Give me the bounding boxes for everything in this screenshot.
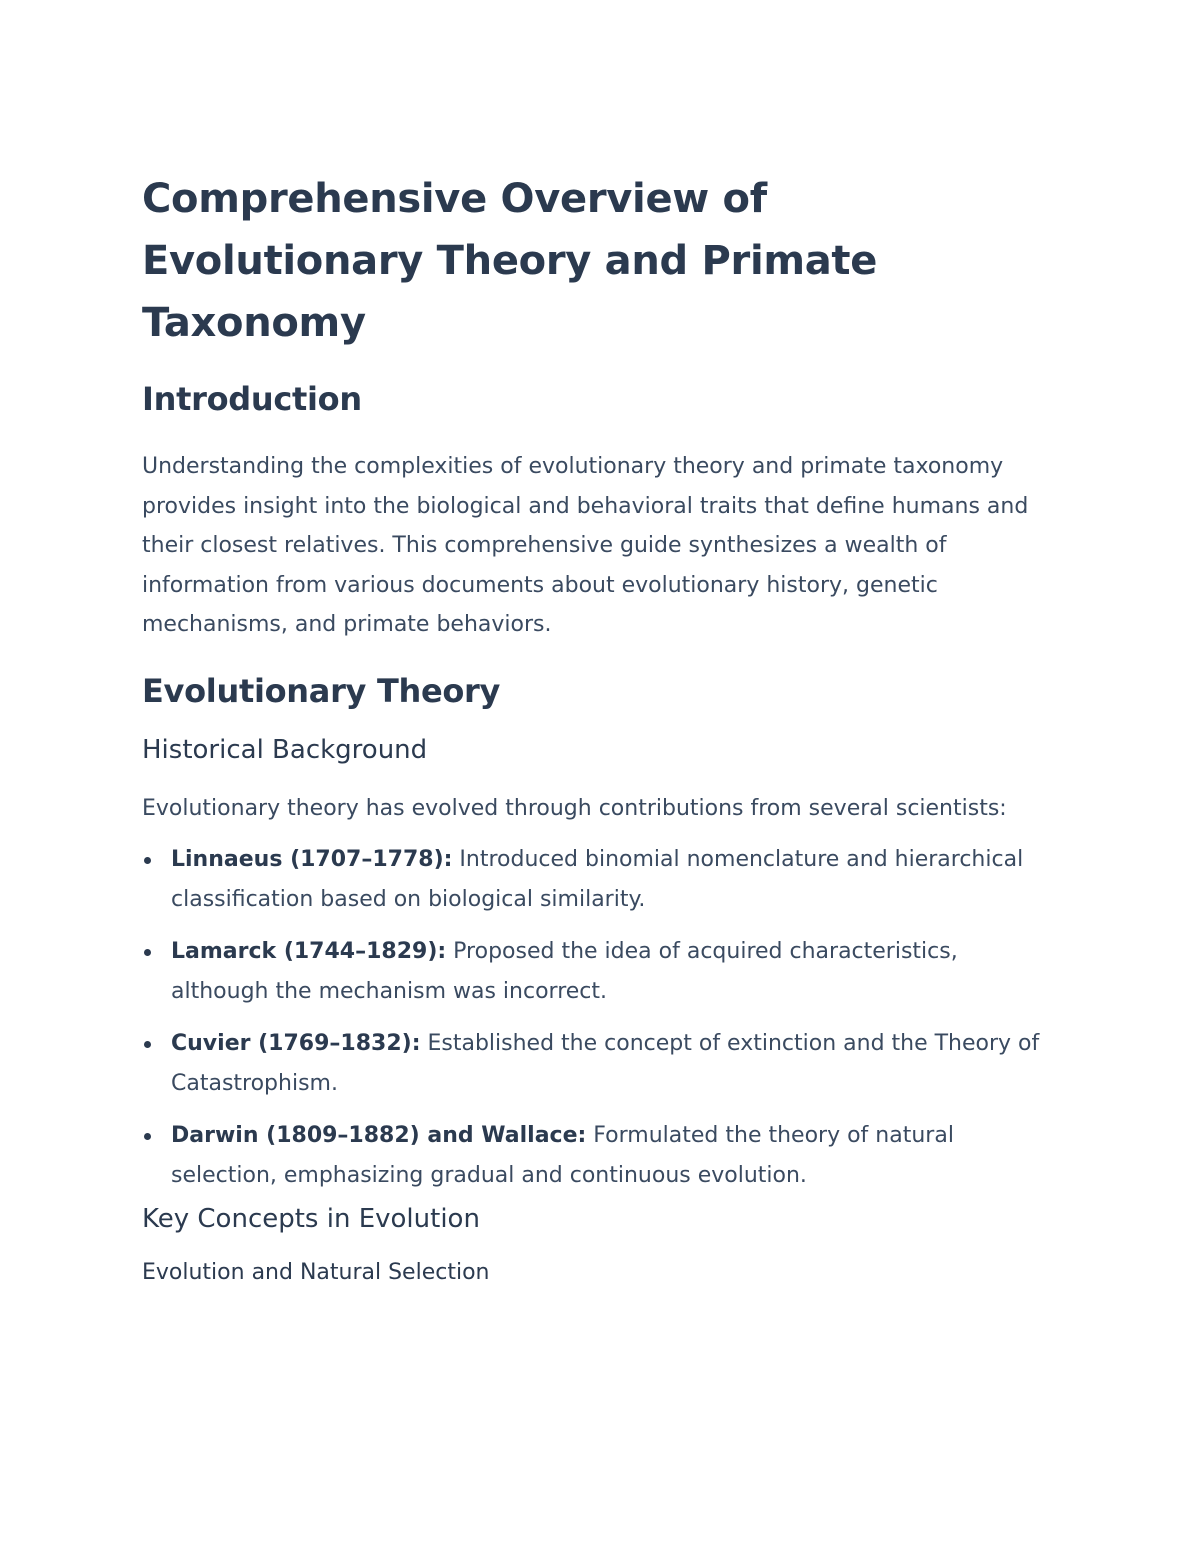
historical-background-paragraph: Evolutionary theory has evolved through contributions from several scientists:	[142, 795, 1007, 821]
list-item	[142, 1024, 1042, 1104]
document-title: Comprehensive Overview of Evolutionary Theory and Primate Taxonomy	[142, 176, 878, 346]
list-item	[142, 932, 1042, 1012]
list-item-term: Darwin (1809–1882) and Wallace:	[171, 1123, 587, 1148]
document-page	[142, 168, 1042, 1288]
list-item-text: Proposed the idea of acquired characteristics, although the mechanism was incorrect.	[171, 939, 958, 1004]
bullet-icon	[144, 1041, 151, 1048]
bullet-icon	[144, 949, 151, 956]
bullet-icon	[144, 857, 151, 864]
evolutionary-theory-heading: Evolutionary Theory	[142, 671, 501, 710]
list-item-text: Formulated the theory of natural selection, emphasizing gradual and continuous evolution.	[171, 1123, 954, 1188]
list-item-term: Linnaeus (1707–1778):	[171, 847, 453, 872]
list-item	[142, 1116, 1042, 1196]
list-item-text: Introduced binomial nomenclature and hierarchical classification based on biological similarity.	[171, 847, 1024, 912]
list-item-term: Cuvier (1769–1832):	[171, 1031, 421, 1056]
list-item-text: Established the concept of extinction and the Theory of Catastrophism.	[171, 1031, 1040, 1096]
scientists-list	[142, 840, 1042, 1196]
bullet-icon	[144, 1133, 151, 1140]
list-item-term: Lamarck (1744–1829):	[171, 939, 447, 964]
list-item	[142, 840, 1042, 920]
historical-background-heading: Historical Background	[142, 734, 428, 765]
introduction-heading: Introduction	[142, 380, 362, 418]
evolution-natural-selection-subheading: Evolution and Natural Selection	[142, 1260, 490, 1285]
introduction-paragraph: Understanding the complexities of evolutionary theory and primate taxonomy provides insight into the biological and behavioral traits that define humans and their closest relatives. This comprehensive guide synthesizes a wealth of information from various documents about evolutionary history, genetic mechanisms, and primate behaviors.	[142, 454, 1029, 637]
key-concepts-heading: Key Concepts in Evolution	[142, 1204, 480, 1234]
